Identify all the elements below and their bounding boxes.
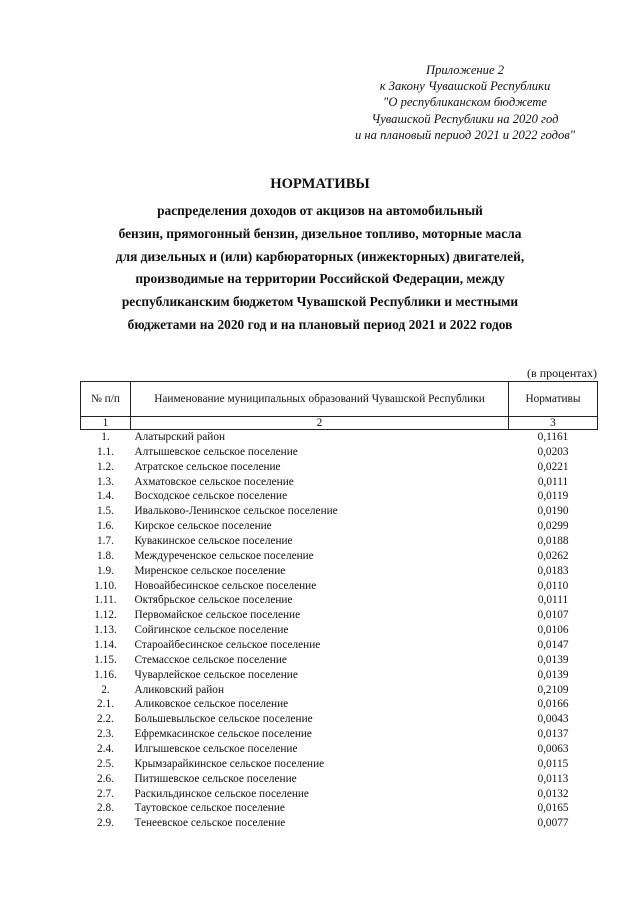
column-number: 2 xyxy=(131,417,509,430)
table-row xyxy=(81,489,598,504)
row-number: 1.9. xyxy=(97,564,114,577)
table-row xyxy=(81,608,598,623)
normative-value: 0,0043 xyxy=(537,713,569,726)
table-row xyxy=(81,504,598,519)
normative-value: 0,0063 xyxy=(537,743,569,756)
units-note: (в процентах) xyxy=(527,366,597,380)
municipality-name: Илгышевское сельское поселение xyxy=(134,743,298,756)
municipality-name: Питишевское сельское поселение xyxy=(134,772,297,785)
header-value: Нормативы xyxy=(509,382,598,417)
row-number: 1.14. xyxy=(94,639,117,652)
normative-value: 0,0165 xyxy=(537,802,569,815)
normative-value: 0,1161 xyxy=(537,431,569,443)
municipality-name: Тенеевское сельское поселение xyxy=(134,817,286,830)
row-number: 1.11. xyxy=(94,594,117,607)
table-row xyxy=(81,787,598,802)
table-row xyxy=(81,564,598,579)
table-row xyxy=(81,668,598,683)
municipality-name: Раскильдинское сельское поселение xyxy=(134,787,309,800)
municipality-name: Сойгинское сельское поселение xyxy=(134,624,289,637)
normative-value: 0,0139 xyxy=(537,653,569,666)
normative-value: 0,0110 xyxy=(537,579,569,592)
normative-value: 0,0106 xyxy=(537,624,569,637)
table-row xyxy=(81,519,598,534)
normative-value: 0,0262 xyxy=(537,549,569,562)
appendix-line: "О республиканском бюджете xyxy=(383,95,547,110)
municipality-name: Таутовское сельское поселение xyxy=(134,802,285,815)
municipality-name: Ефремкасинское сельское поселение xyxy=(134,728,312,741)
municipality-name: Староайбесинское сельское поселение xyxy=(134,639,321,652)
subtitle-line: для дизельных и (или) карбюраторных (инжекторных) двигателей, xyxy=(115,248,525,264)
row-number: 1.1. xyxy=(97,445,114,458)
table-row xyxy=(81,430,598,445)
table-row xyxy=(81,579,598,594)
document-title: НОРМАТИВЫ xyxy=(270,176,370,192)
table-row xyxy=(81,460,598,475)
normative-value: 0,0107 xyxy=(537,609,569,622)
table-header-row xyxy=(81,382,598,417)
normative-value: 0,0188 xyxy=(537,535,569,548)
normative-value: 0,0111 xyxy=(537,475,569,488)
normative-value: 0,2109 xyxy=(537,683,569,696)
normative-value: 0,0132 xyxy=(537,787,569,800)
municipality-name: Кирское сельское поселение xyxy=(134,520,272,533)
row-number: 2.4. xyxy=(97,743,114,756)
table-row xyxy=(81,534,598,549)
appendix-line: Приложение 2 xyxy=(425,63,505,77)
table-row xyxy=(81,549,598,564)
table-row xyxy=(81,697,598,712)
row-number: 2.2. xyxy=(97,713,114,726)
municipality-name: Большевыльское сельское поселение xyxy=(134,713,313,726)
normative-value: 0,0147 xyxy=(537,639,569,652)
appendix-line: Чувашской Республики на 2020 год xyxy=(371,111,559,126)
normative-value: 0,0190 xyxy=(537,505,569,518)
municipality-name: Миренское сельское поселение xyxy=(134,564,286,577)
table-row xyxy=(81,727,598,742)
row-number: 1.16. xyxy=(94,668,117,681)
table-row xyxy=(81,653,598,668)
appendix-line: к Закону Чувашской Республики xyxy=(379,79,551,94)
row-number: 1.13. xyxy=(94,624,117,637)
row-number: 1.15. xyxy=(94,653,117,666)
municipality-name: Аликовское сельское поселение xyxy=(134,698,289,711)
table-row xyxy=(81,683,598,698)
municipality-name: Атратское сельское поселение xyxy=(134,460,281,473)
normative-value: 0,0299 xyxy=(537,520,569,533)
subtitle-line: распределения доходов от акцизов на автомобильный xyxy=(157,203,483,218)
municipality-name: Первомайское сельское поселение xyxy=(134,609,301,622)
row-number: 1.6. xyxy=(97,520,114,533)
normative-value: 0,0166 xyxy=(537,698,569,711)
row-number: 1.12. xyxy=(94,609,117,622)
appendix-line: и на плановый период 2021 и 2022 годов" xyxy=(354,127,576,142)
municipality-name: Новоайбесинское сельское поселение xyxy=(134,579,317,592)
row-number: 1.8. xyxy=(97,549,114,562)
row-number: 2.1. xyxy=(97,698,114,711)
normative-value: 0,0183 xyxy=(537,564,569,577)
normative-value: 0,0119 xyxy=(537,490,569,503)
row-number: 2.5. xyxy=(97,757,114,770)
document-subtitle xyxy=(80,200,560,337)
municipality-name: Междуреченское сельское поселение xyxy=(134,549,314,562)
column-number-row xyxy=(81,417,598,430)
normative-value: 0,0221 xyxy=(537,460,569,473)
column-number: 1 xyxy=(81,417,131,430)
subtitle-line: республиканским бюджетом Чувашской Республики и местными xyxy=(121,294,519,310)
table-row xyxy=(81,712,598,727)
municipality-name: Алатырский район xyxy=(134,431,226,443)
table-row xyxy=(81,593,598,608)
row-number: 1.5. xyxy=(97,505,114,518)
header-num: № п/п xyxy=(81,382,131,417)
table-row xyxy=(81,623,598,638)
table-row xyxy=(81,757,598,772)
municipality-name: Чуварлейское сельское поселение xyxy=(134,668,298,681)
municipality-name: Восходское сельское поселение xyxy=(134,490,288,503)
row-number: 2.9. xyxy=(97,817,114,830)
municipality-name: Октябрьское сельское поселение xyxy=(134,594,293,607)
table-body xyxy=(81,430,598,832)
column-number: 3 xyxy=(509,417,598,430)
table-row xyxy=(81,816,598,831)
normatives-table xyxy=(80,381,598,831)
table-row xyxy=(81,772,598,787)
municipality-name: Стемасское сельское поселение xyxy=(134,653,287,666)
municipality-name: Ахматовское сельское поселение xyxy=(134,475,294,488)
table-row xyxy=(81,638,598,653)
table-row xyxy=(81,475,598,490)
normative-value: 0,0111 xyxy=(537,594,569,607)
subtitle-line: производимые на территории Российской Федерации, между xyxy=(135,271,505,287)
row-number: 2.7. xyxy=(97,787,114,800)
row-number: 1.4. xyxy=(97,490,114,503)
subtitle-line: бюджетами на 2020 год и на плановый период 2021 и 2022 годов xyxy=(127,316,513,332)
normative-value: 0,0137 xyxy=(537,728,569,741)
row-number: 2.6. xyxy=(97,772,114,785)
subtitle-line: бензин, прямогонный бензин, дизельное топливо, моторные масла xyxy=(118,225,522,241)
row-number: 1.10. xyxy=(94,579,117,592)
normative-value: 0,0113 xyxy=(537,772,569,785)
municipality-name: Кувакинское сельское поселение xyxy=(134,535,293,548)
row-number: 2.8. xyxy=(97,802,114,815)
normative-value: 0,0203 xyxy=(537,445,569,458)
normative-value: 0,0077 xyxy=(537,817,569,830)
row-number: 2. xyxy=(101,683,110,696)
municipality-name: Ивальково-Ленинское сельское поселение xyxy=(134,505,338,518)
row-number: 1.3. xyxy=(97,475,114,488)
table-row xyxy=(81,742,598,757)
appendix-header xyxy=(330,62,600,143)
normative-value: 0,0139 xyxy=(537,668,569,681)
table-row xyxy=(81,801,598,816)
municipality-name: Крымзарайкинское сельское поселение xyxy=(134,757,325,770)
row-number: 1.7. xyxy=(97,535,114,548)
row-number: 1. xyxy=(101,431,110,443)
normative-value: 0,0115 xyxy=(537,757,569,770)
municipality-name: Аликовский район xyxy=(134,683,224,696)
table-row xyxy=(81,445,598,460)
municipality-name: Алтышевское сельское поселение xyxy=(134,445,298,458)
header-name: Наименование муниципальных образований Чувашской Республики xyxy=(131,382,509,417)
row-number: 1.2. xyxy=(97,460,114,473)
row-number: 2.3. xyxy=(97,728,114,741)
